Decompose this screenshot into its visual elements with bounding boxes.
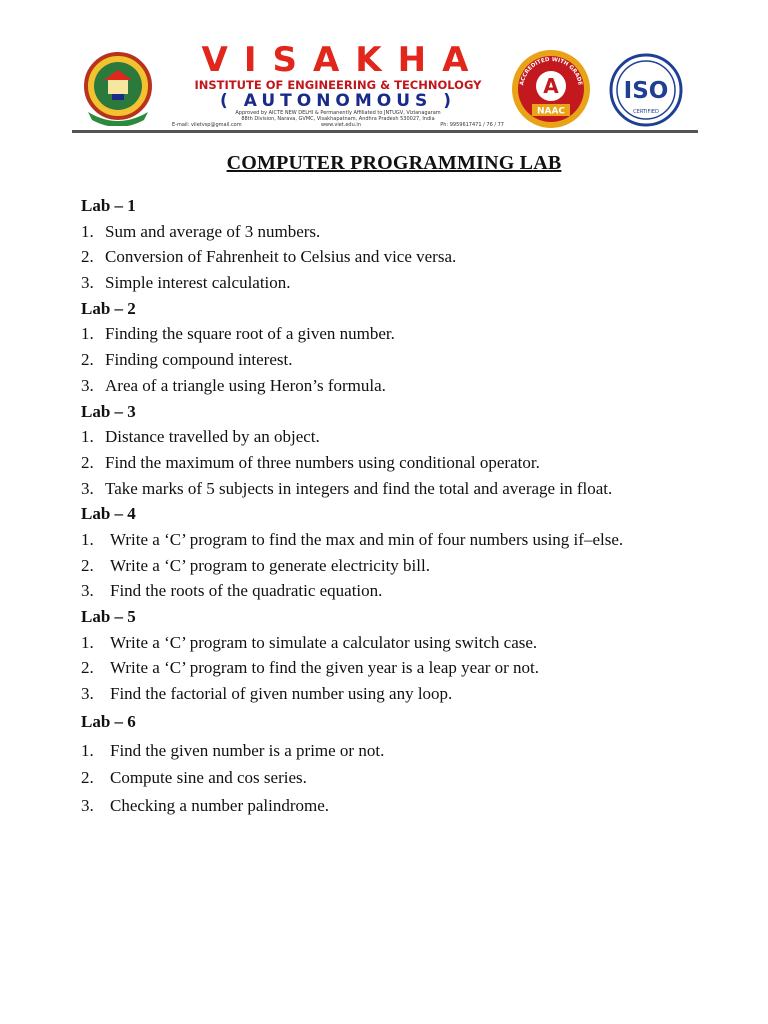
list-item bbox=[81, 373, 721, 399]
item-number: 3. bbox=[81, 684, 94, 704]
lab-heading: Lab – 1 bbox=[81, 196, 136, 215]
lab-heading: Lab – 4 bbox=[81, 504, 136, 524]
item-number: 3. bbox=[81, 478, 94, 498]
item-text: Area of a triangle using Heron’s formula. bbox=[105, 375, 386, 395]
list-item bbox=[81, 424, 721, 450]
lab-heading: Lab – 5 bbox=[81, 607, 136, 626]
item-text: Compute sine and cos series. bbox=[110, 768, 307, 788]
autonomous-label: ( AUTONOMOUS ) bbox=[220, 91, 456, 111]
item-number: 2. bbox=[81, 555, 94, 575]
list-item bbox=[81, 527, 721, 553]
item-text: Simple interest calculation. bbox=[105, 273, 291, 293]
list-item bbox=[81, 553, 721, 579]
lab-section-1 bbox=[81, 193, 721, 296]
item-number: 3. bbox=[81, 795, 94, 815]
item-number: 3. bbox=[81, 273, 94, 293]
list-item bbox=[81, 681, 721, 707]
email-text: E-mail: viietvsp@gmail.com bbox=[172, 122, 242, 128]
item-text: Find the roots of the quadratic equation. bbox=[110, 581, 383, 601]
item-number: 1. bbox=[81, 740, 94, 760]
list-item bbox=[81, 244, 721, 270]
naac-seal-icon bbox=[510, 48, 592, 130]
iso-badge-icon bbox=[604, 52, 688, 128]
item-text: Sum and average of 3 numbers. bbox=[105, 221, 321, 241]
list-item bbox=[81, 450, 721, 476]
item-text: Distance travelled by an object. bbox=[105, 427, 320, 447]
lab-section-4 bbox=[81, 501, 721, 604]
item-text: Find the maximum of three numbers using conditional operator. bbox=[105, 452, 540, 472]
list-item bbox=[81, 578, 721, 604]
list-item bbox=[81, 792, 721, 820]
item-number: 3. bbox=[81, 581, 94, 601]
naac-grade: A bbox=[543, 74, 559, 98]
item-text: Write a ‘C’ program to simulate a calculator using switch case. bbox=[110, 632, 538, 652]
item-text: Finding compound interest. bbox=[105, 350, 293, 370]
item-number: 1. bbox=[81, 324, 94, 344]
lab-section-2 bbox=[81, 296, 721, 399]
iso-label: ISO bbox=[623, 78, 669, 104]
list-item bbox=[81, 321, 721, 347]
item-number: 1. bbox=[81, 221, 94, 241]
address-line: 88th Division, Narava, GVMC, Visakhapatnam, Andhra Pradesh 530027, India bbox=[241, 116, 435, 122]
list-item bbox=[81, 270, 721, 296]
institute-name: VISAKHA bbox=[201, 40, 485, 80]
list-item bbox=[81, 737, 721, 765]
iso-sub-label: CERTIFIED bbox=[633, 109, 659, 115]
item-number: 2. bbox=[81, 658, 94, 678]
lab-section-5 bbox=[81, 604, 721, 707]
institute-crest-icon bbox=[82, 50, 154, 126]
item-number: 1. bbox=[81, 632, 94, 652]
lab-section-6 bbox=[81, 707, 721, 820]
lab-section-3 bbox=[81, 399, 721, 502]
list-item bbox=[81, 764, 721, 792]
naac-ring-text: ACCREDITED WITH GRADE bbox=[519, 56, 583, 86]
lab-heading: Lab – 6 bbox=[81, 711, 136, 731]
item-number: 3. bbox=[81, 375, 94, 395]
approval-line: Approved by AICTE NEW DELHI & Permanently Affiliated to JNTUGV, Vizianagaram bbox=[235, 110, 441, 116]
phone-text: Ph: 9959617471 / 76 / 77 bbox=[440, 122, 504, 128]
website-text: www.viet.edu.in bbox=[320, 122, 361, 128]
list-item bbox=[81, 476, 721, 502]
item-text: Write a ‘C’ program to find the max and min of four numbers using if–else. bbox=[110, 529, 624, 549]
item-text: Checking a number palindrome. bbox=[110, 795, 330, 815]
header-divider bbox=[72, 130, 698, 133]
institute-subtitle: INSTITUTE OF ENGINEERING & TECHNOLOGY bbox=[194, 78, 482, 92]
item-number: 2. bbox=[81, 350, 94, 370]
naac-label: NAAC bbox=[536, 106, 566, 117]
item-text: Conversion of Fahrenheit to Celsius and vice versa. bbox=[105, 247, 457, 267]
institute-header bbox=[72, 40, 700, 130]
list-item bbox=[81, 219, 721, 245]
lab-heading: Lab – 3 bbox=[81, 401, 136, 421]
item-text: Take marks of 5 subjects in integers and find the total and average in float. bbox=[105, 478, 613, 498]
list-item bbox=[81, 655, 721, 681]
lab-heading: Lab – 2 bbox=[81, 298, 136, 318]
item-number: 2. bbox=[81, 452, 94, 472]
item-text: Finding the square root of a given number. bbox=[105, 324, 395, 344]
list-item bbox=[81, 630, 721, 656]
item-text: Find the given number is a prime or not. bbox=[110, 740, 385, 760]
item-number: 1. bbox=[81, 427, 94, 447]
item-text: Find the factorial of given number using any loop. bbox=[110, 684, 453, 704]
item-number: 2. bbox=[81, 247, 94, 267]
institute-wordmark bbox=[168, 42, 508, 128]
lab-list bbox=[81, 193, 721, 819]
list-item bbox=[81, 347, 721, 373]
contact-line bbox=[168, 122, 508, 128]
item-text: Write a ‘C’ program to generate electricity bill. bbox=[110, 555, 430, 575]
page-title: COMPUTER PROGRAMMING LAB bbox=[226, 152, 562, 174]
item-number: 2. bbox=[81, 768, 94, 788]
item-number: 1. bbox=[81, 529, 94, 549]
item-text: Write a ‘C’ program to find the given year is a leap year or not. bbox=[110, 658, 540, 678]
